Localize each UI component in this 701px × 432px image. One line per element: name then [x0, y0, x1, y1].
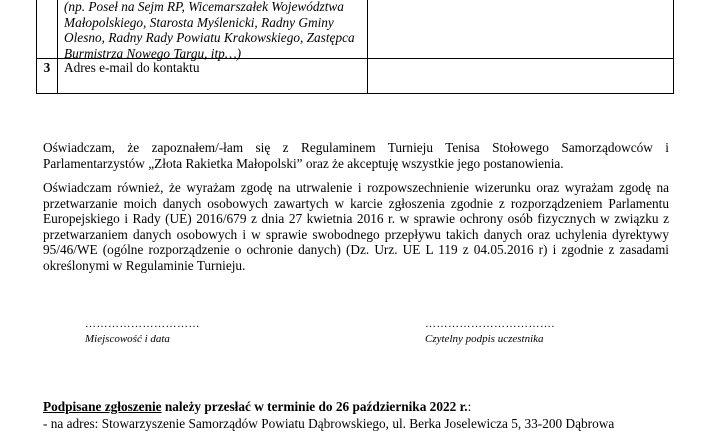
hint-line: (np. Poseł na Sejm RP, Wicemarszałek Województwa: [64, 0, 344, 14]
colon: :: [467, 399, 472, 414]
signature-line[interactable]: …………………………: [85, 318, 200, 330]
hint-line: Małopolskiego, Starosta Myślenicki, Radny Gminy: [64, 14, 334, 30]
submission-title-underlined: Podpisane zgłoszenie: [43, 399, 162, 414]
signature-line[interactable]: …………………………….: [425, 318, 555, 330]
function-value-field[interactable]: [368, 0, 673, 58]
signature-caption: Czytelny podpis uczestnika: [425, 333, 544, 345]
table-row-email: [37, 58, 673, 93]
submission-address: - na adres: Stowarzyszenie Samorządów Powiatu Dąbrowskiego, ul. Berka Joselewicza 5, 33-200 Dąbrowa: [43, 416, 615, 431]
submission-instructions-title: [43, 399, 471, 415]
place-date-signature: [85, 318, 200, 345]
hint-line: Burmistrza Nowego Targu, itp…): [64, 45, 242, 61]
row-number: [37, 0, 58, 58]
entry-form-table: [36, 0, 674, 94]
row-number: 3: [37, 59, 58, 93]
hint-line: Olesno, Radny Rady Powiatu Krakowskiego, Zastępca: [64, 30, 355, 45]
regulations-declaration: Oświadczam, że zapoznałem/-łam się z Regulaminem Turnieju Tenisa Stołowego Samorządowców i Parlamentarzystów „Złota Rakietka Małopolski” oraz że akceptuję wszystkie jego postanowienia.: [43, 140, 669, 171]
signature-caption: Miejscowość i data: [85, 333, 170, 345]
function-hint: [58, 0, 368, 61]
table-row-function: [37, 0, 673, 61]
email-value-field[interactable]: [368, 59, 673, 93]
data-consent-declaration: Oświadczam również, że wyrażam zgodę na utrwalenie i rozpowszechnienie wizerunku oraz wyrażam zgodę na przetwarzanie moich danych osobowych zawartych w karcie zgłoszenia zgodnie z rozporządzeniem Parlamentu Europejskiego i Rady (UE) 2016/679 z dnia 27 kwietnia 2016 r. w sprawie ochrony osób fizycznych w związku z przetwarzaniem danych osobowych i w sprawie swobodnego przepływu takich danych oraz uchylenia dyrektywy 95/46/WE (ogólne rozporządzenie o ochronie danych) (Dz. Urz. UE L 119 z 04.05.2016 r) i zgodnie z zasadami określonymi w Regulaminie Turnieju.: [43, 180, 669, 273]
email-label: Adres e-mail do kontaktu: [58, 59, 368, 93]
participant-signature: [425, 318, 555, 345]
submission-deadline: należy przesłać w terminie do 26 października 2022 r.: [161, 399, 468, 414]
